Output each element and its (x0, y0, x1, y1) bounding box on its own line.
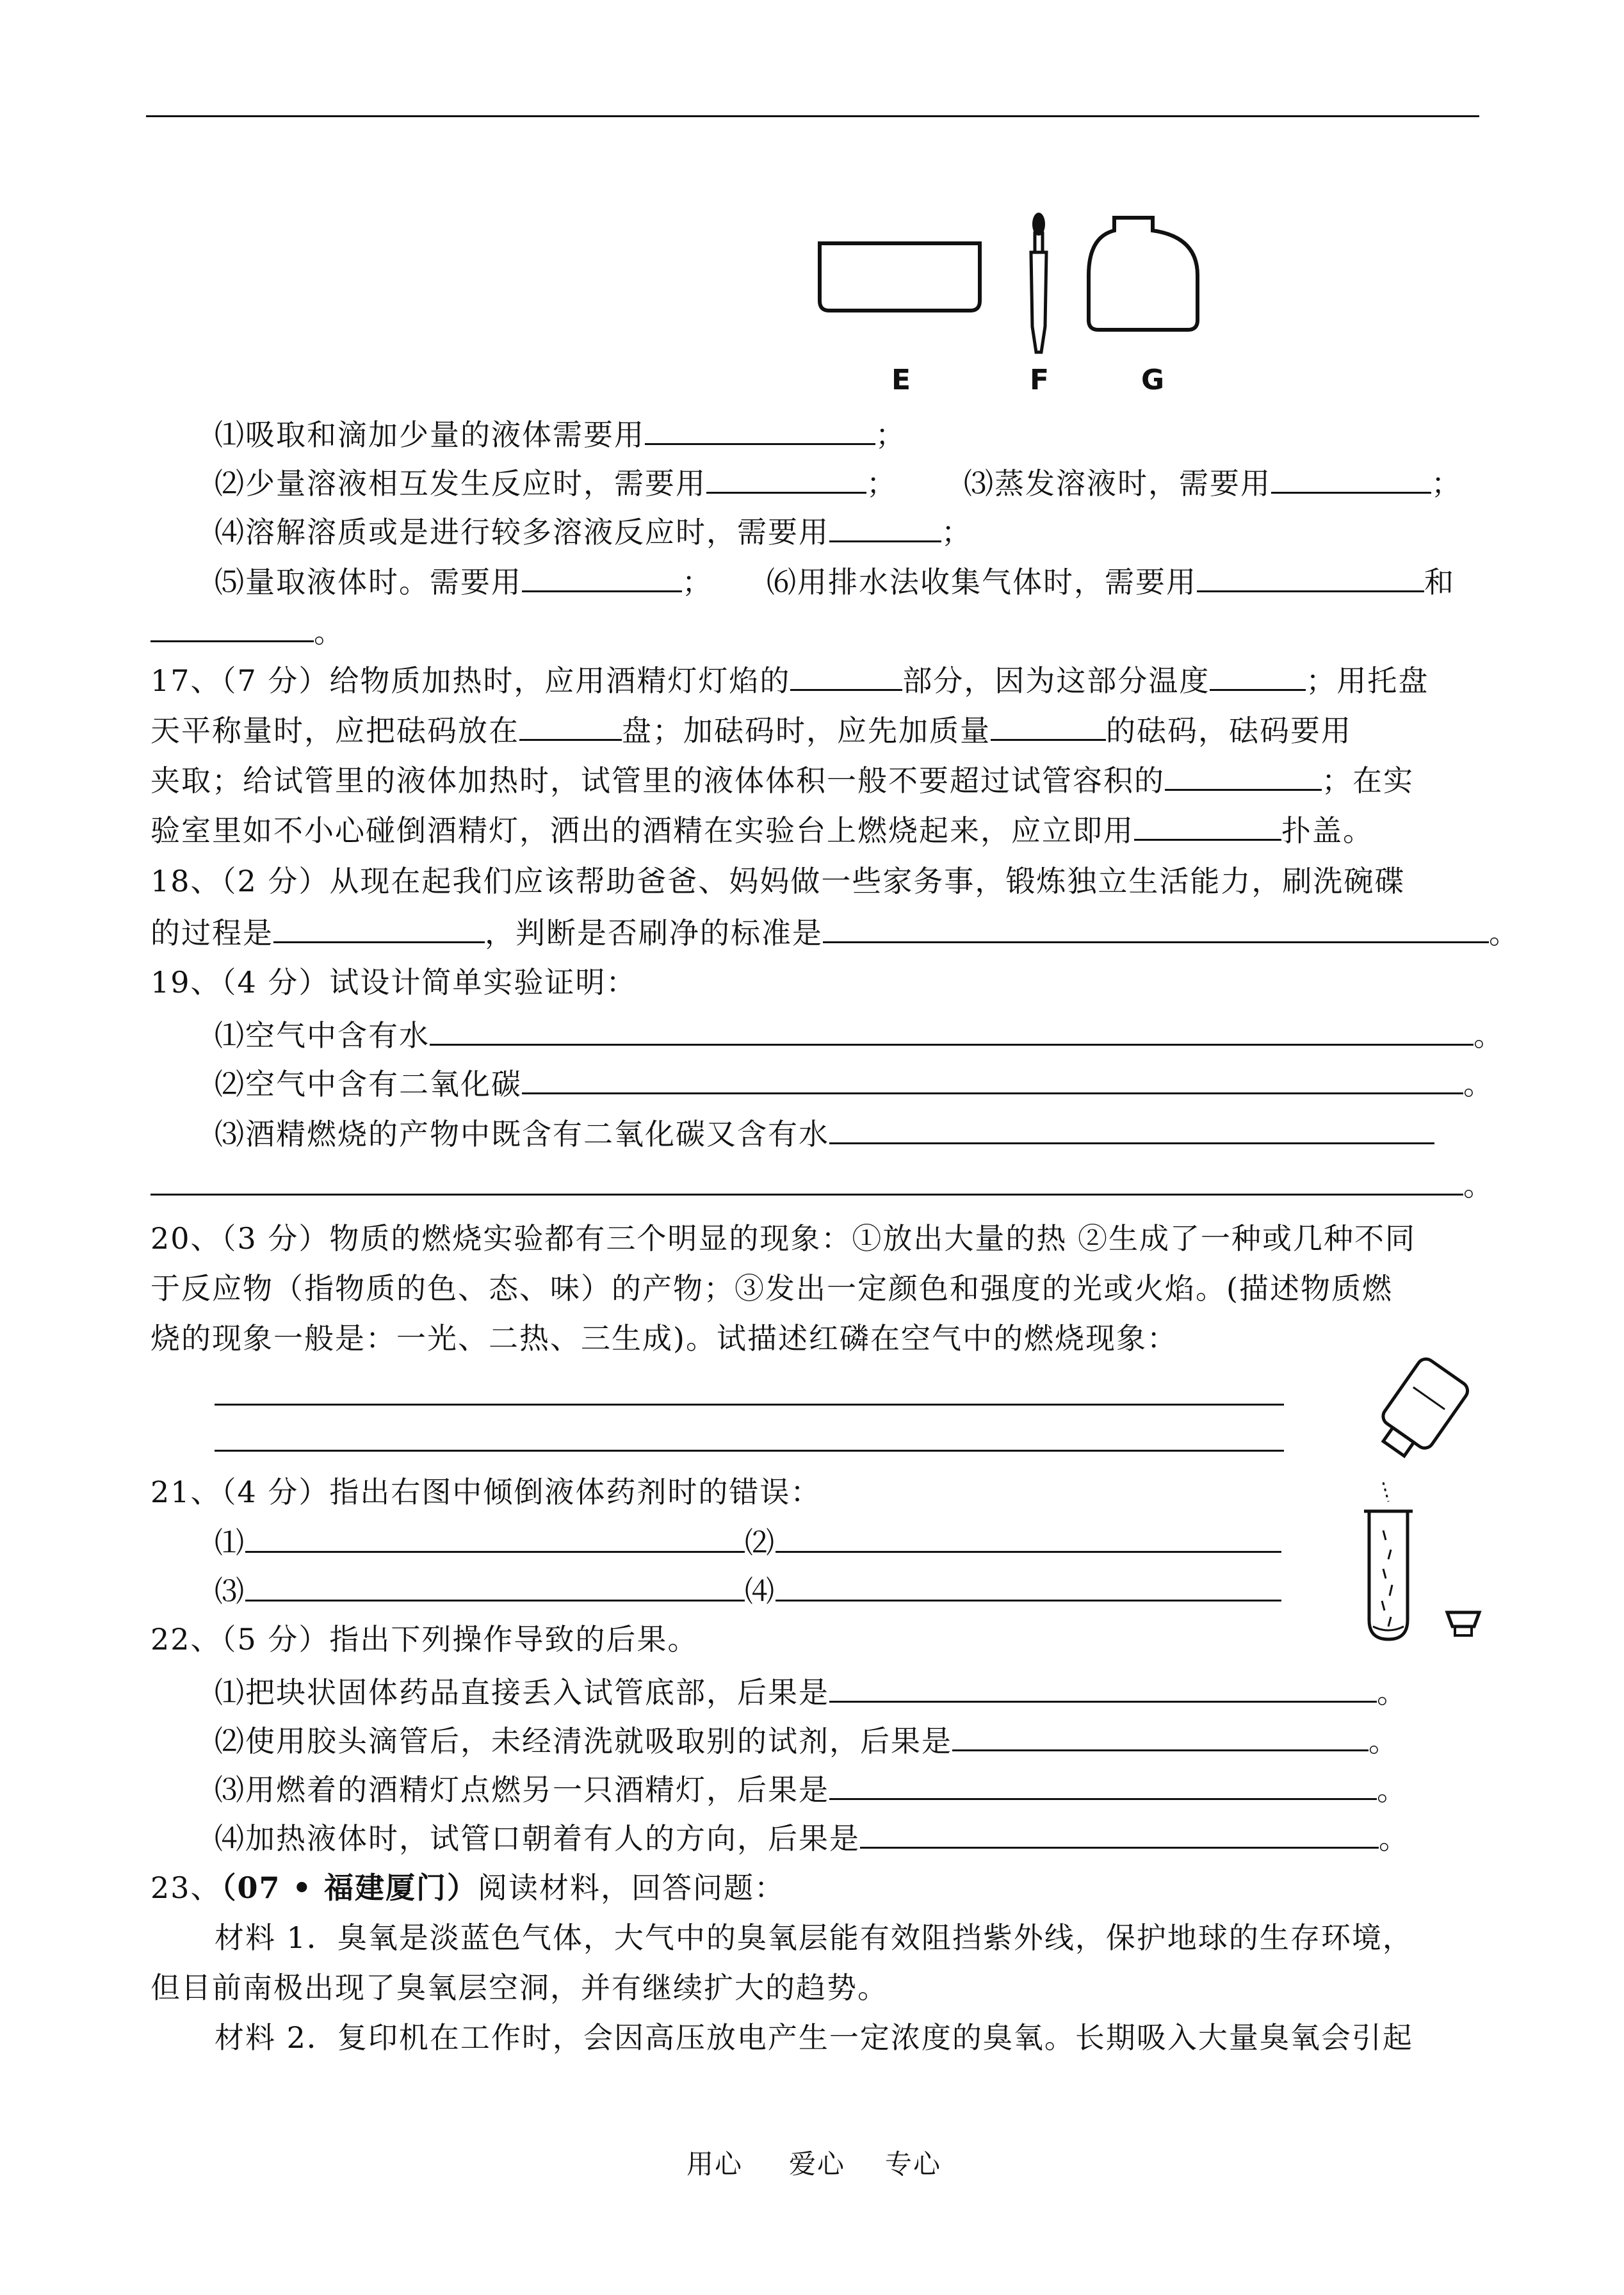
answer-blank[interactable] (430, 1014, 1474, 1046)
q16-item-1 (215, 414, 906, 454)
q17-text: 夹取；给试管里的液体加热时，试管里的液体体积一般不要超过试管容积的 (150, 763, 1165, 798)
q22-item-1 (215, 1671, 1408, 1712)
q17-text: ；在实 (1322, 763, 1414, 798)
answer-blank[interactable] (245, 1570, 745, 1602)
q20-line-1: 20、（3 分）物质的燃烧实验都有三个明显的现象：①放出大量的热 ②生成了一种或几种不同 (150, 1221, 1417, 1256)
punct: 。 (1368, 1724, 1399, 1758)
q17-text: 扑盖。 (1281, 813, 1374, 848)
footer-motto-1: 用心 (686, 2148, 743, 2180)
q19-text: ⑵空气中含有二氧化碳 (215, 1067, 522, 1101)
answer-blank[interactable] (790, 660, 902, 691)
q18-text: ，判断是否刷净的标准是 (485, 916, 823, 950)
answer-blank[interactable] (829, 1671, 1377, 1703)
q17-text: 盘；加砝码时，应先加质量 (622, 713, 991, 748)
answer-blank[interactable] (1271, 462, 1431, 494)
q17-text: 验室里如不小心碰倒酒精灯，洒出的酒精在实验台上燃烧起来，应立即用 (150, 813, 1134, 848)
q17-line-2 (150, 710, 1352, 750)
test-tube-icon (1364, 1511, 1413, 1639)
q19-text: ⑴空气中含有水 (215, 1018, 430, 1053)
pouring-liquid-figure (1345, 1358, 1498, 1652)
figure-label-f: F (1030, 364, 1050, 396)
answer-blank[interactable] (245, 1521, 745, 1553)
punct: ； (1431, 466, 1462, 501)
q19-text: ⑶酒精燃烧的产物中既含有二氧化碳又含有水 (215, 1117, 829, 1151)
q17-line-3 (150, 759, 1414, 800)
q16-item-4-text: ⑷溶解溶质或是进行较多溶液反应时，需要用 (215, 515, 829, 549)
q16-item-6-text: ⑹用排水法收集气体时，需要用 (767, 565, 1197, 599)
q20-line-2: 于反应物（指物质的色、态、味）的产物；③发出一定颜色和强度的光或火焰。(描述物质燃 (150, 1271, 1393, 1306)
evaporating-dish-icon (820, 243, 980, 311)
q22-item-3 (215, 1769, 1408, 1809)
q23-num: 23、 (150, 1870, 222, 1905)
q23-material-2-line-1: 材料 2．复印机在工作时，会因高压放电产生一定浓度的臭氧。长期吸入大量臭氧会引起 (215, 2020, 1413, 2055)
q23-material-1-line-1: 材料 1．臭氧是淡蓝色气体，大气中的臭氧层能有效阻挡紫外线，保护地球的生存环境， (215, 1920, 1413, 1955)
punct: ； (875, 418, 906, 452)
q17-text: 的砝码，砝码要用 (1106, 713, 1352, 748)
gas-jar-icon (1089, 218, 1198, 330)
answer-blank[interactable] (1165, 759, 1322, 791)
q18-text: 18、（2 分）从现在起我们应该帮助爸爸、妈妈做一些家务事，锻炼独立生活能力，刷洗碗碟 (150, 864, 1406, 898)
answer-blank[interactable] (1197, 561, 1424, 592)
punct: 。 (1489, 916, 1520, 950)
punct: 。 (1377, 1675, 1408, 1710)
punct: 。 (1463, 1067, 1494, 1101)
q16-item-1-text: ⑴吸取和滴加少量的液体需要用 (215, 418, 645, 452)
footer-motto-3: 专心 (885, 2148, 942, 2180)
punct: 。 (314, 615, 345, 649)
answer-blank[interactable] (1134, 809, 1281, 841)
q16-item-3 (964, 462, 1462, 503)
q16-item-6-cont (150, 611, 345, 651)
q17-text: 部分，因为这部分温度 (902, 663, 1210, 698)
answer-blank[interactable] (823, 912, 1489, 943)
answer-blank[interactable] (829, 1769, 1377, 1800)
q21-num: ⑵ (745, 1525, 775, 1560)
q19-item-3-cont (150, 1164, 1494, 1204)
q16-item-2 (215, 462, 897, 503)
q22-text: ⑴把块状固体药品直接丢入试管底部，后果是 (215, 1675, 829, 1710)
q17-text: 天平称量时，应把砝码放在 (150, 713, 519, 748)
punct: ； (682, 565, 713, 599)
q16-item-2-text: ⑵少量溶液相互发生反应时，需要用 (215, 466, 706, 501)
punct: 。 (1474, 1018, 1504, 1053)
q22-text: ⑵使用胶头滴管后，未经清洗就吸取别的试剂，后果是 (215, 1724, 952, 1758)
answer-blank[interactable] (150, 611, 314, 642)
q23-material-1-line-2: 但目前南极出现了臭氧层空洞，并有继续扩大的趋势。 (150, 1970, 888, 2005)
answer-blank[interactable] (775, 1570, 1281, 1602)
answer-blank[interactable] (150, 1164, 1463, 1196)
answer-blank[interactable] (706, 462, 866, 494)
q20-line-3: 烧的现象一般是：一光、二热、三生成)。试描述红磷在空气中的燃烧现象： (150, 1321, 1178, 1356)
q18-line-1 (150, 862, 1405, 900)
q21-title: 21、（4 分）指出右图中倾倒液体药剂时的错误： (150, 1475, 822, 1509)
q22-item-2 (215, 1720, 1399, 1760)
stopper-icon (1447, 1612, 1479, 1626)
q16-item-6 (767, 561, 1455, 601)
q22-title: 22、（5 分）指出下列操作导致的后果。 (150, 1622, 699, 1657)
q21-num: ⑶ (215, 1574, 245, 1609)
punct: 。 (1463, 1168, 1494, 1203)
punct: 和 (1424, 565, 1455, 599)
answer-blank[interactable] (522, 1063, 1463, 1094)
punct: ； (941, 515, 972, 549)
q21-row-1 (215, 1521, 1281, 1562)
answer-blank[interactable] (775, 1521, 1281, 1553)
answer-blank[interactable] (645, 414, 875, 445)
q16-item-3-text: ⑶蒸发溶液时，需要用 (964, 466, 1271, 501)
q17-text: 17、（7 分）给物质加热时，应用酒精灯灯焰的 (150, 663, 791, 698)
q17-text: ；用托盘 (1306, 663, 1429, 698)
answer-blank[interactable] (860, 1817, 1379, 1849)
q17-line-4 (150, 809, 1374, 850)
answer-blank[interactable] (522, 561, 682, 592)
q19-title: 19、（4 分）试设计简单实验证明： (150, 965, 637, 1000)
answer-blank[interactable] (991, 710, 1106, 741)
answer-blank[interactable] (829, 1113, 1434, 1144)
q17-line-1 (150, 660, 1429, 700)
figure-label-g: G (1141, 364, 1165, 396)
answer-blank[interactable] (952, 1720, 1368, 1751)
q19-item-1 (215, 1014, 1504, 1055)
q21-num: ⑷ (745, 1574, 775, 1609)
punct: 。 (1379, 1821, 1409, 1856)
q16-item-4 (215, 511, 972, 551)
reagent-bottle-icon (1370, 1356, 1471, 1465)
q20-answer-line-1[interactable] (215, 1404, 1284, 1406)
q22-text: ⑷加热液体时，试管口朝着有人的方向，后果是 (215, 1821, 860, 1856)
answer-blank[interactable] (1210, 660, 1306, 691)
footer-motto-2: 爱心 (789, 2148, 846, 2180)
q23-title (150, 1869, 785, 1907)
figure-label-e: E (891, 364, 911, 396)
q21-num: ⑴ (215, 1525, 245, 1560)
q18-line-2 (150, 912, 1520, 952)
q16-item-5-text: ⑸量取液体时。需要用 (215, 565, 522, 599)
q23-source: （07 • 福建厦门） (221, 1870, 478, 1905)
q22-text: ⑶用燃着的酒精灯点燃另一只酒精灯，后果是 (215, 1772, 829, 1807)
q19-item-3 (215, 1113, 1434, 1153)
q16-item-5 (215, 561, 713, 601)
q22-item-4 (215, 1817, 1409, 1858)
punct: ； (866, 466, 897, 501)
q20-answer-line-2[interactable] (215, 1450, 1284, 1452)
answer-blank[interactable] (273, 912, 485, 943)
q21-row-2 (215, 1570, 1281, 1610)
answer-blank[interactable] (829, 511, 941, 542)
q18-text: 的过程是 (150, 916, 273, 950)
q19-item-2 (215, 1063, 1494, 1103)
header-rule (146, 115, 1479, 117)
dropper-icon (1031, 213, 1046, 352)
answer-blank[interactable] (519, 710, 622, 741)
punct: 。 (1377, 1772, 1408, 1807)
q23-text: 阅读材料，回答问题： (478, 1870, 785, 1905)
